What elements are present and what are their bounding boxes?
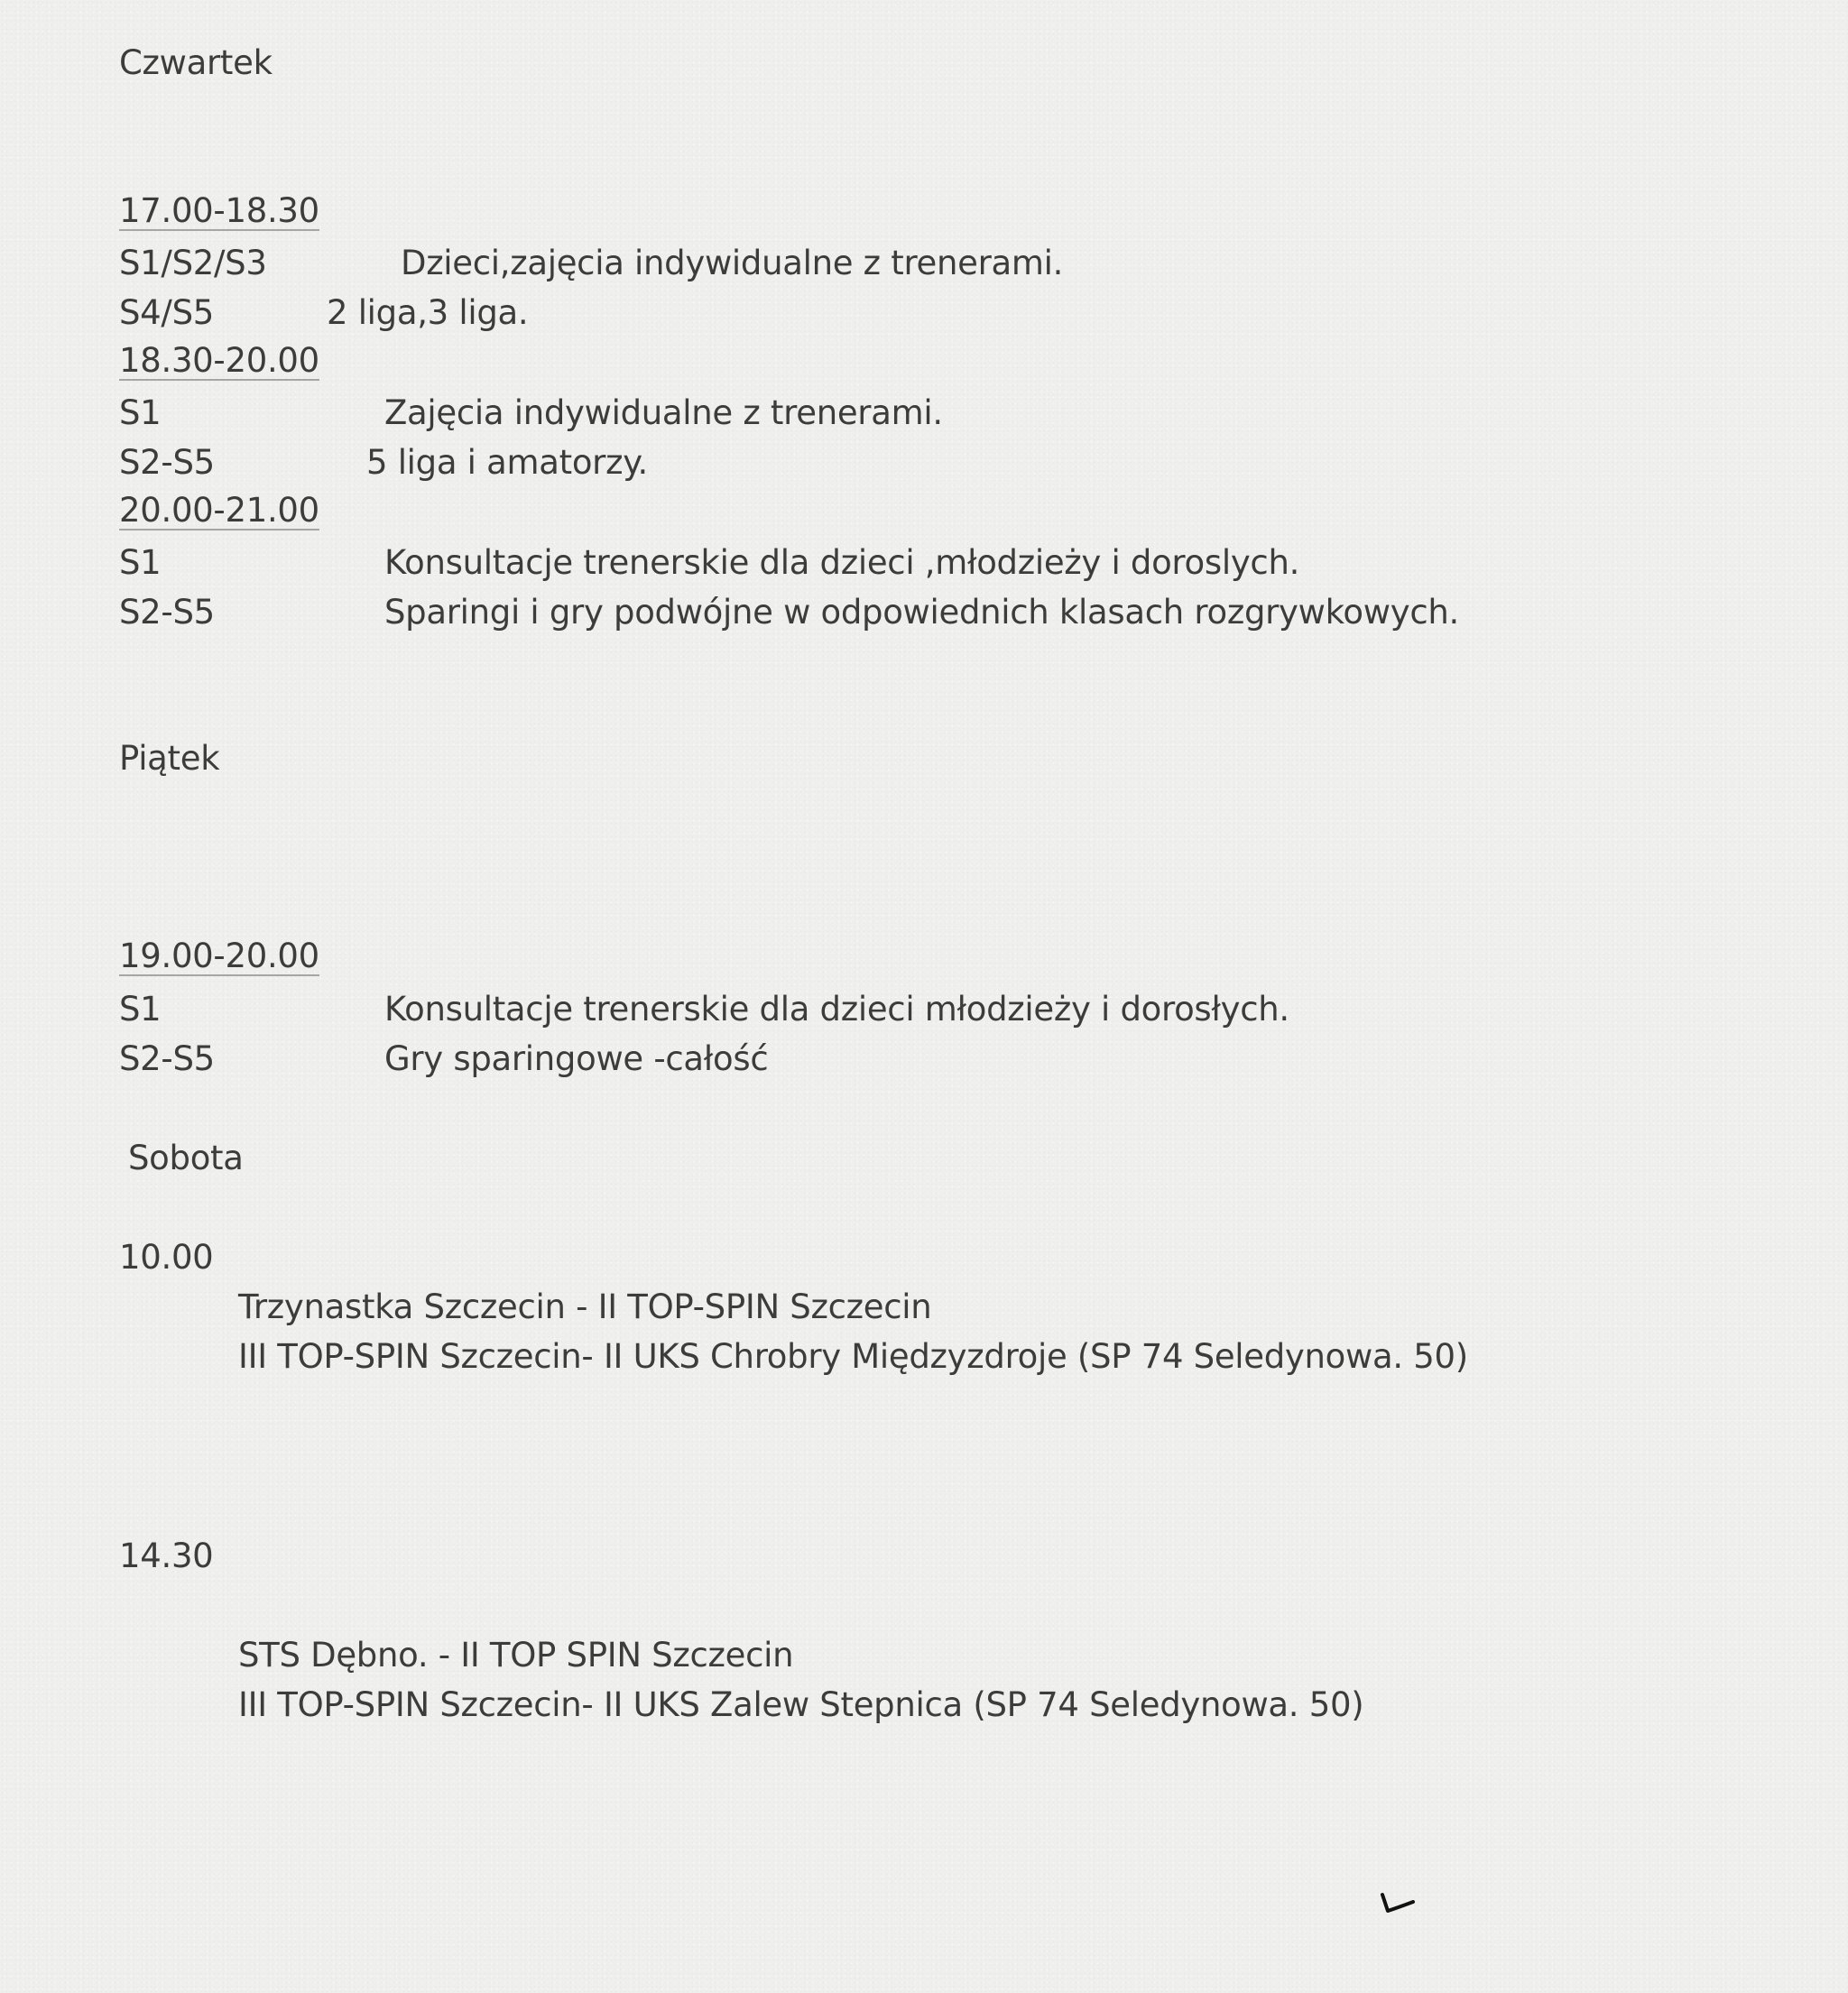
session-description: 2 liga,3 liga. [327,293,529,332]
time-slot-heading: 20.00-21.00 [119,491,319,530]
session-description: Dzieci,zajęcia indywidualne z trenerami. [401,244,1064,282]
court-label: S2-S5 [119,443,215,482]
session-description: Konsultacje trenerskie dla dzieci młodzieży i dorosłych. [384,990,1289,1029]
court-label: S1 [119,543,162,582]
session-description: 5 liga i amatorzy. [366,443,648,482]
time-slot-heading: 17.00-18.30 [119,191,319,230]
time-slot-heading: 19.00-20.00 [119,937,319,975]
day-heading-friday: Piątek [119,739,220,778]
session-description: Zajęcia indywidualne z trenerami. [384,393,943,432]
court-label: S1 [119,393,162,432]
court-label: S2-S5 [119,1039,215,1078]
court-label: S2-S5 [119,593,215,632]
court-label: S1/S2/S3 [119,244,267,282]
pen-mark-icon [1379,1891,1420,1922]
match-entry: STS Dębno. - II TOP SPIN Szczecin [238,1636,794,1675]
court-label: S1 [119,990,162,1029]
session-description: Konsultacje trenerskie dla dzieci ,młodzieży i doroslych. [384,543,1300,582]
session-description: Sparingi i gry podwójne w odpowiednich klasach rozgrywkowych. [384,593,1459,632]
match-entry: III TOP-SPIN Szczecin- II UKS Zalew Stepnica (SP 74 Seledynowa. 50) [238,1685,1364,1724]
session-description: Gry sparingowe -całość [384,1039,769,1078]
match-time: 10.00 [119,1238,214,1277]
day-heading-thursday: Czwartek [119,43,273,82]
time-slot-heading: 18.30-20.00 [119,341,319,380]
court-label: S4/S5 [119,293,215,332]
match-time: 14.30 [119,1536,214,1575]
match-entry: III TOP-SPIN Szczecin- II UKS Chrobry Międzyzdroje (SP 74 Seledynowa. 50) [238,1337,1468,1376]
match-entry: Trzynastka Szczecin - II TOP-SPIN Szczecin [238,1287,932,1326]
day-heading-saturday: Sobota [128,1139,244,1177]
